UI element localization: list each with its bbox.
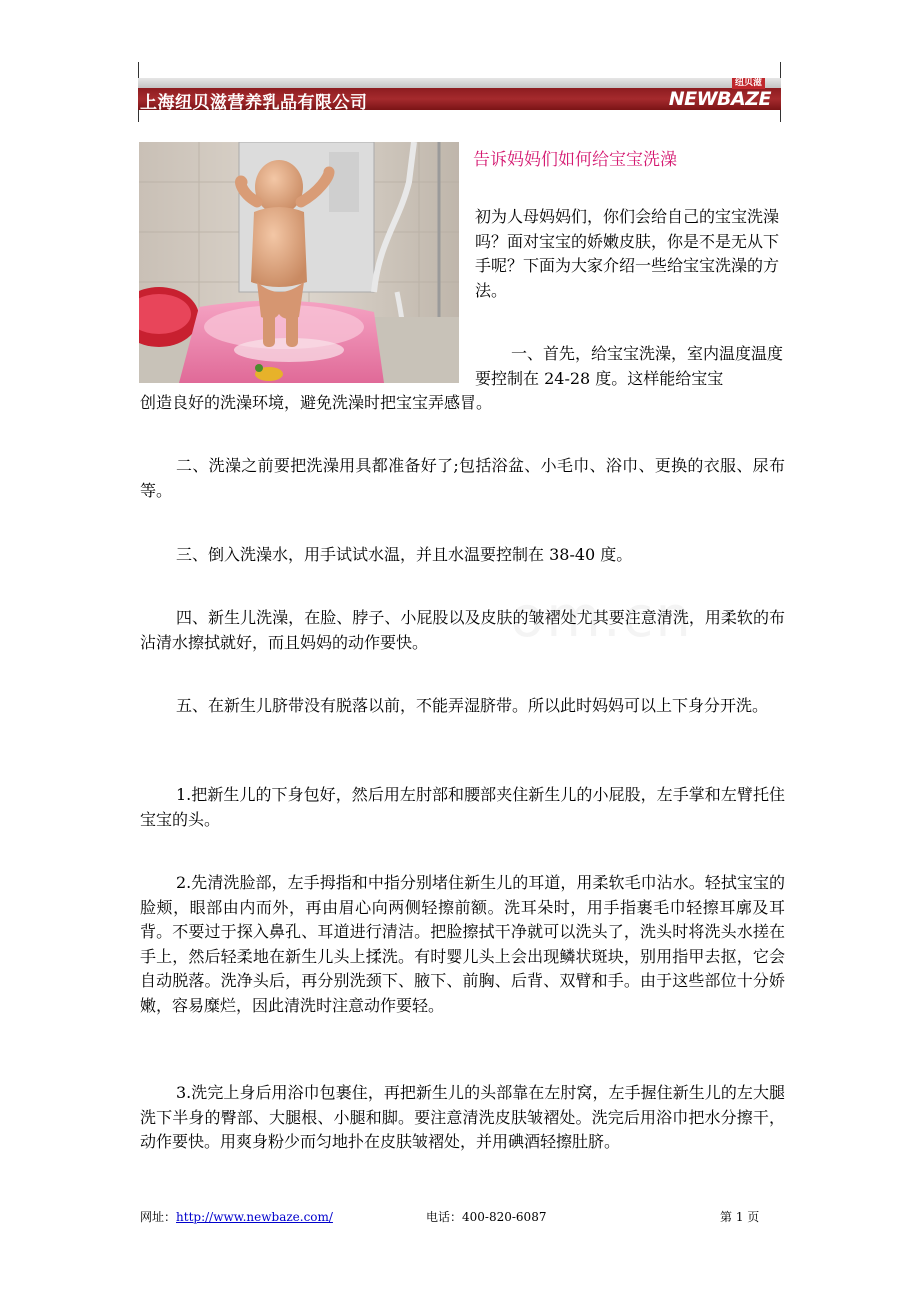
baby-bath-photo (139, 142, 459, 383)
paragraph-4: 四、新生儿洗澡，在脸、脖子、小屁股以及皮肤的皱褶处尤其要注意清洗，用柔软的布沾清水擦拭就好，而且妈妈的动作要快。 (140, 608, 785, 652)
footer-site-label: 网址： (140, 1210, 177, 1224)
paragraph-6: 1.把新生儿的下身包好，然后用左肘部和腰部夹住新生儿的小屁股，左手掌和左臂托住宝宝的头。 (140, 785, 785, 829)
footer-page-number: 第 1 页 (720, 1210, 760, 1224)
paragraph-5: 五、在新生儿脐带没有脱落以前，不能弄湿脐带。所以此时妈妈可以上下身分开洗。 (176, 696, 769, 715)
company-name: 上海纽贝滋营养乳品有限公司 (140, 93, 368, 113)
article-title: 告诉妈妈们如何给宝宝洗澡 (473, 150, 677, 170)
logo-en-text: NEWBAZE (668, 88, 771, 110)
footer-site (140, 1208, 333, 1225)
logo-cn-text: 纽贝滋 (732, 78, 765, 89)
paragraph-7: 2.先清洗脸部，左手拇指和中指分别堵住新生儿的耳道，用柔软毛巾沾水。轻拭宝宝的脸颊，眼部由内而外，再由眉心向两侧轻擦前额。洗耳朵时，用手指裹毛巾轻擦耳廓及耳背。不要过于探入鼻孔、耳道进行清洁。把脸擦拭干净就可以洗头了，洗头时将洗头水搓在手上，然后轻柔地在新生儿头上揉洗。有时婴儿头上会出现鳞状斑块，别用指甲去抠，它会自动脱落。洗净头后，再分别洗颈下、腋下、前胸、后背、双臂和手。由于这些部位十分娇嫩，容易糜烂，因此清洗时注意动作要轻。 (140, 873, 785, 1015)
paragraph-1-bottom: 创造良好的洗澡环境，避免洗澡时把宝宝弄感冒。 (140, 393, 493, 412)
intro-paragraph: 初为人母妈妈们，你们会给自己的宝宝洗澡吗？面对宝宝的娇嫩皮肤，你是不是无从下手呢？下面为大家介绍一些给宝宝洗澡的方法。 (475, 207, 780, 300)
paragraph-1-top: 一、首先，给宝宝洗澡，室内温度温度要控制在 24-28 度。这样能给宝宝 (475, 344, 784, 388)
paragraph-8: 3.洗完上身后用浴巾包裹住，再把新生儿的头部靠在左肘窝，左手握住新生儿的左大腿洗下半身的臀部、大腿根、小腿和脚。要注意清洗皮肤皱褶处。洗完后用浴巾把水分擦干，动作要快。用爽身粉少而匀地扑在皮肤皱褶处，并用碘酒轻擦肚脐。 (140, 1083, 785, 1151)
footer-site-link[interactable]: http://www.newbaze.com/ (176, 1210, 333, 1224)
paragraph-2: 二、洗澡之前要把洗澡用具都准备好了;包括浴盆、小毛巾、浴巾、更换的衣服、尿布等。 (140, 456, 785, 500)
brand-logo (668, 78, 773, 110)
header-banner (138, 62, 781, 122)
footer-phone: 电话：400-820-6087 (426, 1210, 547, 1224)
paragraph-3: 三、倒入洗澡水，用手试试水温，并且水温要控制在 38-40 度。 (176, 545, 633, 564)
